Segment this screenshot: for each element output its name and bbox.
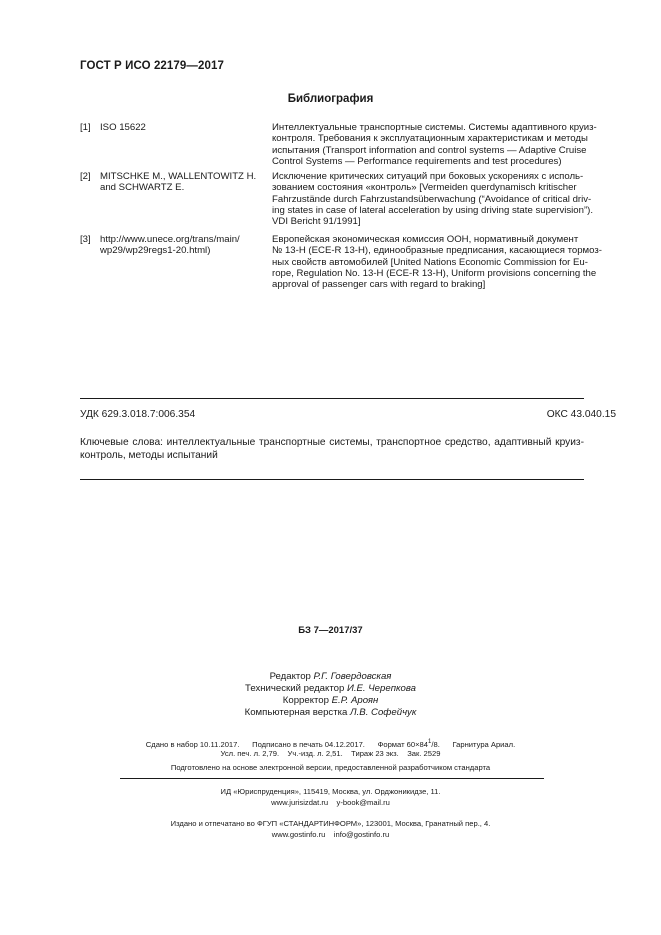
corrector-line: Корректор Е.Р. Ароян [282, 695, 379, 706]
printer-line: Издано и отпечатано во ФГУП «СТАНДАРТИНФОРМ», 123001, Москва, Гранатный пер., 4. [170, 819, 491, 828]
divider [80, 398, 584, 399]
layout-line: Компьютерная верстка Л.В. Софейчук [244, 707, 417, 718]
entry-description: Европейская экономическая комиссия ООН, нормативный документ № 13-H (ECE-R 13-H), единообразные предписания, касающиеся тормоз- ных свойств автомобилей [United Nations Economic Commission for Eu- rope, Regulation No. 13-H (ECE-R 13-H), Uniform provisions concerning the approval of passenger cars with regard to braking] [272, 234, 602, 291]
bz-number: БЗ 7—2017/37 [298, 625, 363, 636]
entry-source: http://www.unece.org/trans/main/ wp29/wp29regs1-20.html) [100, 234, 240, 257]
bibliography-entry-1 [80, 122, 597, 168]
bibliography-entry-2 [80, 171, 594, 229]
publisher-line: ИД «Юриспруденция», 115419, Москва, ул. Орджоникидзе, 11. [220, 787, 441, 796]
udk-code: УДК 629.3.018.7:006.354 [80, 409, 196, 420]
entry-number: [1] [80, 122, 91, 133]
editor-line: Редактор Р.Г. Говердовская [269, 671, 392, 682]
divider [120, 778, 544, 779]
print-info-line: Сдано в набор 10.11.2017. Подписано в печать 04.12.2017. Формат $60\times 84^1/8$. Гарнитура Ариал. [145, 739, 516, 749]
entry-description: Интеллектуальные транспортные системы. Системы адаптивного круиз- контроля. Требования к эксплуатационным характеристикам и методы испытания (Transport information and control systems — Adaptive Cruise Control Systems — Performance requirements and test procedures) [272, 122, 597, 167]
keywords: Ключевые слова: интеллектуальные транспортные системы, транспортное средство, адаптивный круиз-контроль, методы испытаний [80, 437, 584, 462]
prepared-note: Подготовлено на основе электронной версии, предоставленной разработчиком стандарта [170, 763, 491, 772]
tech-editor-line: Технический редактор И.Е. Черепкова [245, 683, 416, 694]
document-header: ГОСТ Р ИСО 22179—2017 [80, 60, 225, 72]
bibliography-title: Библиография [287, 93, 374, 105]
entry-source: MITSCHKE M., WALLENTOWITZ H. and SCHWARTZ E. [100, 171, 257, 194]
oks-code: ОКС 43.040.15 [546, 409, 616, 420]
entry-source: ISO 15622 [100, 122, 146, 133]
print-volume-line: Усл. печ. л. 2,79. Уч.-изд. л. 2,51. Тираж 23 экз. Зак. 2529 [220, 749, 441, 758]
divider [80, 479, 584, 480]
publisher-web: www.jurisizdat.ru y-book@mail.ru [271, 798, 390, 807]
entry-number: [2] [80, 171, 91, 182]
entry-description: Исключение критических ситуаций при боковых ускорениях с исполь- зованием состояния «контроль» [Vermeiden querdynamisch kritischer Fahrzustände durch Fahrzustandsüberwachung (“Avoidance of critical driv- ing states in case of lateral acceleration by using driving state supervision”). VDI Bericht 91/1991] [272, 171, 594, 228]
entry-number: [3] [80, 234, 91, 245]
bibliography-entry-3 [80, 234, 602, 292]
printer-web: www.gostinfo.ru info@gostinfo.ru [271, 830, 390, 839]
